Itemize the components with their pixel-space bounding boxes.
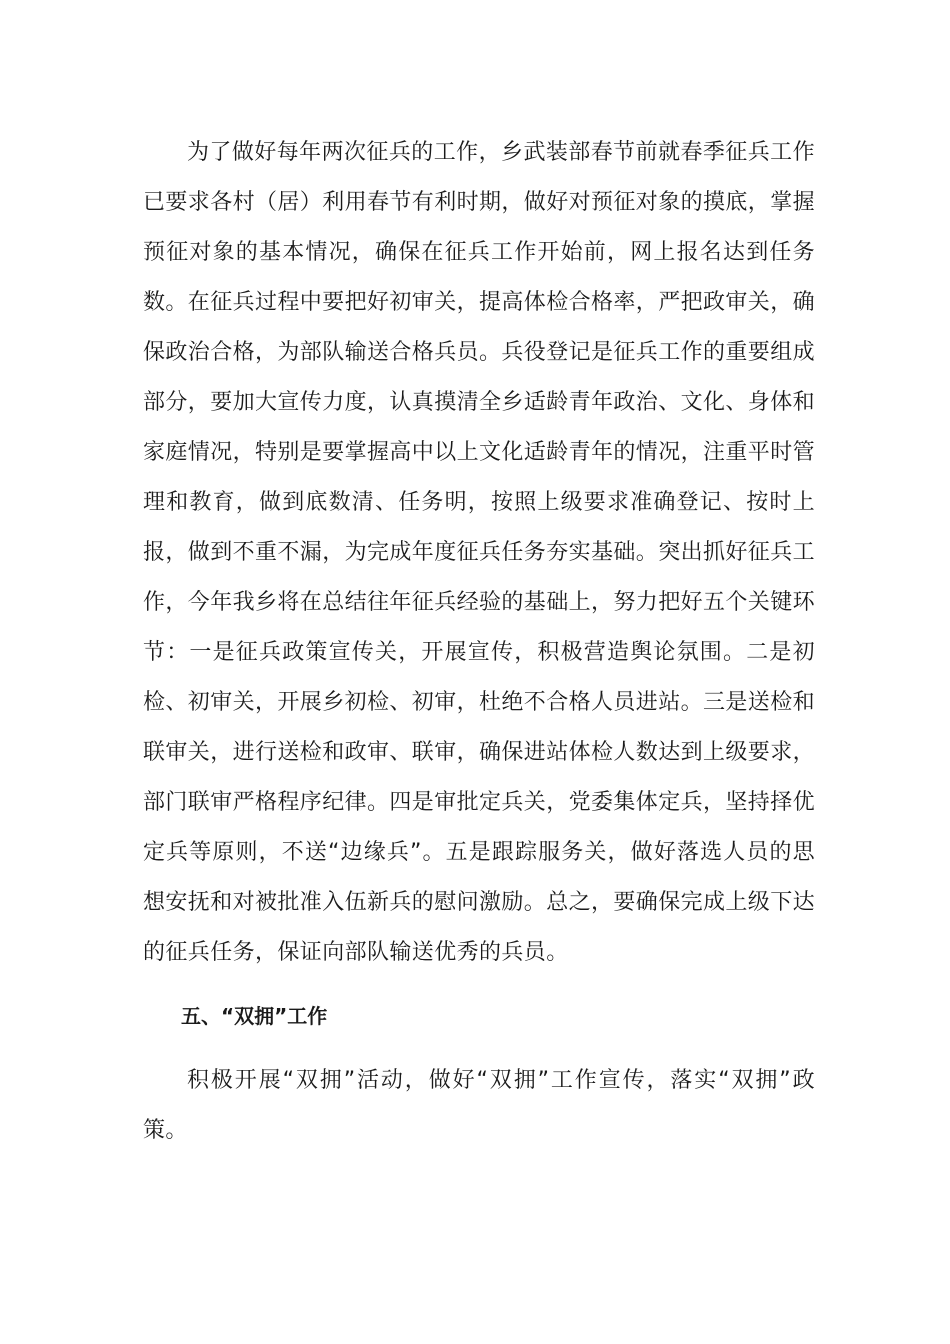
- document-body: [143, 128, 815, 1156]
- section-heading-double-support: 五、“双拥”工作: [181, 1004, 328, 1028]
- body-paragraph-double-support: 积极开展“双拥”活动，做好“双拥”工作宣传，落实“双拥”政策。: [143, 1068, 815, 1143]
- body-paragraph-conscription: 为了做好每年两次征兵的工作，乡武装部春节前就春季征兵工作已要求各村（居）利用春节有利时期，做好对预征对象的摸底，掌握预征对象的基本情况，确保在征兵工作开始前，网上报名达到任务数。在征兵过程中要把好初审关，提高体检合格率，严把政审关，确保政治合格，为部队输送合格兵员。兵役登记是征兵工作的重要组成部分，要加大宣传力度，认真摸清全乡适龄青年政治、文化、身体和家庭情况，特别是要掌握高中以上文化适龄青年的情况，注重平时管理和教育，做到底数清、任务明，按照上级要求准确登记、按时上报，做到不重不漏，为完成年度征兵任务夯实基础。突出抓好征兵工作，今年我乡将在总结往年征兵经验的基础上，努力把好五个关键环节：一是征兵政策宣传关，开展宣传，积极营造舆论氛围。二是初检、初审关，开展乡初检、初审，杜绝不合格人员进站。三是送检和联审关，进行送检和政审、联审，确保进站体检人数达到上级要求，部门联审严格程序纪律。四是审批定兵关，党委集体定兵，坚持择优定兵等原则，不送“边缘兵”。五是跟踪服务关，做好落选人员的思想安抚和对被批准入伍新兵的慰问激励。总之，要确保完成上级下达的征兵任务，保证向部队输送优秀的兵员。: [143, 140, 816, 965]
